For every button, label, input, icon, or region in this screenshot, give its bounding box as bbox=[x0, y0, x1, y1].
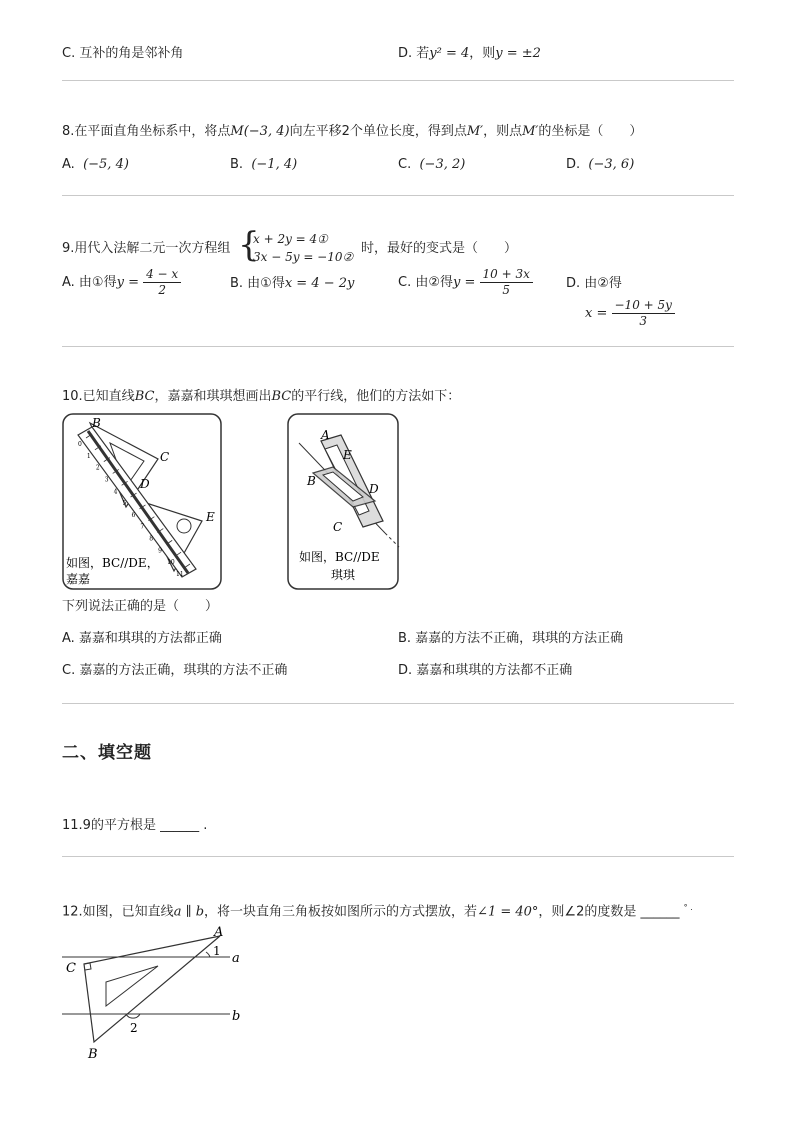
angle-1-arc bbox=[206, 952, 210, 957]
label-d: D bbox=[369, 482, 379, 496]
q10-option-b: B. 嘉嘉的方法不正确，琪琪的方法正确 bbox=[398, 631, 624, 646]
label-c: C bbox=[160, 450, 170, 464]
divider bbox=[62, 80, 734, 81]
q9-stem-pre: 9.用代入法解二元一次方程组 bbox=[62, 241, 231, 256]
divider bbox=[62, 346, 734, 347]
ruler-tick-label: 1 bbox=[86, 452, 91, 460]
label-B: B bbox=[88, 1047, 98, 1062]
label-c: C bbox=[333, 520, 343, 534]
ruler-tick-label: 4 bbox=[113, 488, 118, 496]
label-C: C bbox=[66, 961, 76, 976]
q7-option-d: D. 若y² = 4，则y = ±2 bbox=[398, 46, 541, 61]
ruler-tick-label: 9 bbox=[158, 547, 163, 555]
triangle-board-inner bbox=[106, 966, 158, 1006]
q8-option-c: C. (−3, 2) bbox=[398, 157, 466, 172]
q9-equation-2: 3x − 5y = −10② bbox=[253, 250, 354, 264]
ruler-tick-label: 2 bbox=[95, 464, 100, 472]
q9-stem-post: 时，最好的变式是（ ） bbox=[361, 241, 518, 256]
label-e: E bbox=[206, 510, 215, 524]
label-A: A bbox=[214, 925, 224, 940]
equation-brace: { bbox=[238, 225, 260, 265]
figure-qiqi bbox=[287, 413, 400, 591]
q9-equation-1: x + 2y = 4① bbox=[253, 232, 328, 246]
q10-option-c: C. 嘉嘉的方法正确，琪琪的方法不正确 bbox=[62, 663, 288, 678]
caption-line-1: 如图，BC//DE， bbox=[66, 556, 159, 570]
caption-line-2: 琪琪 bbox=[331, 568, 356, 582]
ruler-tick-label: 3 bbox=[104, 476, 109, 484]
label-b: B bbox=[307, 474, 316, 488]
caption-line-2: 嘉嘉 bbox=[66, 572, 91, 586]
ruler-tick-label: 5 bbox=[122, 500, 127, 508]
q12-stem: 12.如图，已知直线a ∥ b，将一块直角三角板按如图所示的方式摆放，若∠1 = 40°，则∠2的度数是 ______ ° . bbox=[62, 903, 693, 920]
q9-option-b: B. 由①得x = 4 − 2y bbox=[230, 276, 355, 291]
label-d: D bbox=[140, 477, 150, 491]
ruler-tick-label: 7 bbox=[140, 523, 145, 531]
ruler-tick-label: 8 bbox=[149, 535, 154, 543]
q10-option-a: A. 嘉嘉和琪琪的方法都正确 bbox=[62, 631, 222, 646]
label-1: 1 bbox=[213, 944, 221, 958]
q8-option-a: A. (−5, 4) bbox=[62, 157, 129, 172]
q9-option-a: A. 由①得y = $\frac{4 - x}{2}$ bbox=[62, 266, 181, 300]
divider bbox=[62, 195, 734, 196]
label-a: a bbox=[232, 951, 240, 966]
figure-jiajia bbox=[62, 413, 224, 591]
angle-2-arc bbox=[126, 1014, 140, 1018]
caption-line-1: 如图，BC//DE bbox=[299, 550, 380, 564]
label-b: b bbox=[232, 1009, 241, 1024]
q10-stem: 10.已知直线BC，嘉嘉和琪琪想画出BC的平行线，他们的方法如下： bbox=[62, 389, 461, 404]
figure-q12 bbox=[62, 922, 262, 1062]
q9-option-d-expr: x = $\frac{-10 + 5y}{3}$ bbox=[585, 296, 675, 332]
ruler-tick-label: 10 bbox=[167, 559, 175, 567]
label-a: A bbox=[321, 428, 330, 442]
q8-option-d: D. (−3, 6) bbox=[566, 157, 635, 172]
q8-option-b: B. (−1, 4) bbox=[230, 157, 298, 172]
label-2: 2 bbox=[130, 1021, 138, 1035]
q9-option-d-label: D. 由②得 bbox=[566, 276, 622, 291]
ruler-tick-label: 0 bbox=[78, 441, 82, 448]
q11-stem: 11.9的平方根是 ______ . bbox=[62, 818, 208, 833]
section-title: 二、填空题 bbox=[62, 743, 152, 763]
q10-option-d: D. 嘉嘉和琪琪的方法都不正确 bbox=[398, 663, 573, 678]
ruler-tick-label: 6 bbox=[131, 511, 136, 519]
ruler-tick-label: 11 bbox=[176, 571, 184, 578]
triangle-board bbox=[84, 936, 220, 1042]
label-b: B bbox=[92, 416, 101, 430]
label-e: E bbox=[343, 448, 352, 462]
q10-question: 下列说法正确的是（ ） bbox=[62, 599, 219, 614]
q9-option-c: C. 由②得y = $\frac{10 + 3x}{5}$ bbox=[398, 266, 533, 300]
divider bbox=[62, 856, 734, 857]
q8-stem: 8.在平面直角坐标系中，将点M(−3, 4)向左平移2个单位长度，得到点M′，则点M′的坐标是（ ） bbox=[62, 124, 643, 139]
divider bbox=[62, 703, 734, 704]
q7-option-c: C. 互补的角是邻补角 bbox=[62, 46, 184, 61]
